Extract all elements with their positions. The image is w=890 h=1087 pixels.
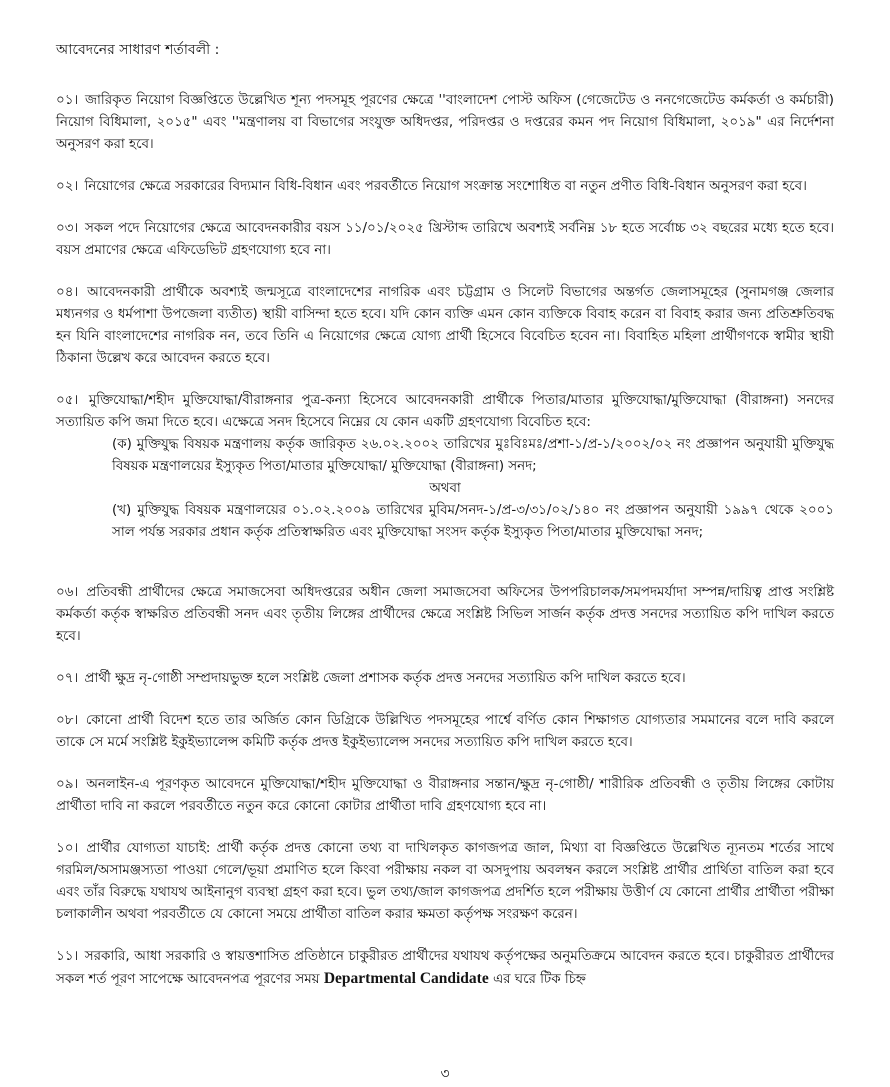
clause-text: অনলাইন-এ পূরণকৃত আবেদনে মুক্তিযোদ্ধা/শহীদ মুক্তিযোদ্ধা ও বীরাঙ্গনার সন্তান/ক্ষুদ্র নৃ-গোষ্ঠী/ শারীরিক প্রতিবন্ধী ও তৃতীয় লিঙ্গের কোটায় প্রার্থীতা দাবি না করলে পরবর্তীতে নতুন করে কোনো কোটার প্রার্থীতা দাবি গ্রহণযোগ্য হবে না।: [56, 777, 834, 814]
clause-04: [56, 282, 834, 370]
clause-05: [56, 390, 834, 544]
clause-number: ০৬।: [56, 585, 79, 600]
clause-number: ০১।: [56, 93, 79, 108]
clause-text: সকল পদে নিয়োগের ক্ষেত্রে আবেদনকারীর বয়স ১১/০১/২০২৫ খ্রিস্টাব্দ তারিখে অবশ্যই সর্বনিম্ন ১৮ হতে সর্বোচ্চ ৩২ বছরের মধ্যে হতে হবে। বয়স প্রমাণের ক্ষেত্রে এফিডেভিট গ্রহণযোগ্য হবে না।: [56, 221, 834, 258]
clause-text: সরকারি, আধা সরকারি ও স্বায়ত্তশাসিত প্রতিষ্ঠানে চাকুরীরত প্রার্থীদের যথাযথ কর্তৃপক্ষের অনুমতিক্রমে আবেদন করতে হবে। চাকুরীরত প্রার্থীদের সকল শর্ত পূরণ সাপেক্ষে আবেদনপত্র পূরণের সময়: [56, 949, 835, 987]
clause-text-tail: এর ঘরে টিক চিহ্ন: [493, 972, 586, 987]
clause-number: ০৮।: [56, 713, 79, 728]
clause-text: প্রার্থীর যোগ্যতা যাচাই: প্রার্থী কর্তৃক প্রদত্ত কোনো তথ্য বা দাখিলকৃত কাগজপত্র জাল, মিথ্যা বা বিজ্ঞপ্তিতে উল্লেখিত ন্যূনতম শর্তের সাথে গরমিল/অসামঞ্জস্যতা পাওয়া গেলে/ভূয়া প্রমাণিত হলে কিংবা পরীক্ষায় নকল বা অসদুপায় অবলম্বন করলে সংশ্লিষ্ট প্রার্থীর প্রার্থিতা বাতিল করা হবে এবং তাঁর বিরুদ্ধে যথাযথ আইনানুগ ব্যবস্থা গ্রহণ করা হবে। ভুল তথ্য/জাল কাগজপত্র প্রদর্শিত হলে পরীক্ষায় উত্তীর্ণ যে কোনো প্রার্থীর প্রার্থীতা পরীক্ষা চলাকালীন অথবা পরবর্তীতে যে কোনো সময়ে প্রার্থীতা বাতিল করার ক্ষমতা কর্তৃপক্ষ সংরক্ষণ করেন।: [56, 841, 834, 922]
clause-05-or: অথবা: [429, 481, 461, 496]
clause-03: [56, 218, 834, 262]
clause-07: [56, 668, 834, 690]
clause-01: [56, 90, 834, 156]
clause-08: [56, 710, 834, 754]
clause-number: ০৪।: [56, 285, 79, 300]
clause-text: নিয়োগের ক্ষেত্রে সরকারের বিদ্যমান বিধি-বিধান এবং পরবর্তীতে নিয়োগ সংক্রান্ত সংশোধিত বা নতুন প্রণীত বিধি-বিধান অনুসরণ করা হবে।: [84, 179, 807, 194]
clause-10: [56, 838, 834, 926]
page-number: ৩: [440, 1066, 450, 1082]
clause-number: ১১।: [56, 949, 79, 964]
clause-number: ০৯।: [56, 777, 79, 792]
departmental-candidate-label: Departmental Candidate: [323, 970, 489, 987]
clause-text: প্রার্থী ক্ষুদ্র নৃ-গোষ্ঠী সম্প্রদায়ভুক্ত হলে সংশ্লিষ্ট জেলা প্রশাসক কর্তৃক প্রদত্ত সনদের সত্যায়িত কপি দাখিল করতে হবে।: [84, 671, 686, 686]
clause-09: [56, 774, 834, 818]
clause-02: [56, 176, 834, 198]
clause-number: ০২।: [56, 179, 79, 194]
clause-05-option-a: (ক) মুক্তিযুদ্ধ বিষয়ক মন্ত্রণালয় কর্তৃক জারিকৃত ২৬.০২.২০০২ তারিখের মুঃবিঃমঃ/প্রশা-১/প্র-১/২০০২/০২ নং প্রজ্ঞাপন অনুযায়ী মুক্তিযুদ্ধ বিষয়ক মন্ত্রণালয়ের ইস্যুকৃত পিতা/মাতার মুক্তিযোদ্ধা/ মুক্তিযোদ্ধা (বীরাঙ্গনা) সনদ;: [112, 437, 834, 474]
clause-text: প্রতিবন্ধী প্রার্থীদের ক্ষেত্রে সমাজসেবা অধিদপ্তরের অধীন জেলা সমাজসেবা অফিসের উপপরিচালক/সমপদমর্যাদা সম্পন্ন/দায়িত্ব প্রাপ্ত সংশ্লিষ্ট কর্মকর্তা কর্তৃক স্বাক্ষরিত প্রতিবন্ধী সনদ এবং তৃতীয় লিঙ্গের প্রার্থীদের ক্ষেত্রে সংশ্লিষ্ট সিভিল সার্জন কর্তৃক প্রদত্ত সনদের সত্যায়িত কপি দাখিল করতে হবে।: [56, 585, 834, 644]
clause-number: ০৭।: [56, 671, 79, 686]
clause-11: [56, 946, 834, 991]
clause-number: ০৫।: [56, 393, 79, 408]
clause-number: ১০।: [56, 841, 79, 856]
clause-text: জারিকৃত নিয়োগ বিজ্ঞপ্তিতে উল্লেখিত শূন্য পদসমূহ পূরণের ক্ষেত্রে ''বাংলাদেশ পোস্ট অফিস (গেজেটেড ও ননগেজেটেড কর্মকর্তা ও কর্মচারী) নিয়োগ বিধিমালা, ২০১৫" এবং ''মন্ত্রণালয় বা বিভাগের সংযুক্ত অধিদপ্তর, পরিদপ্তর ও দপ্তরের কমন পদ নিয়োগ বিধিমালা, ২০১৯" এর নির্দেশনা অনুসরণ করা হবে।: [56, 93, 834, 152]
clause-text: কোনো প্রার্থী বিদেশ হতে তার অর্জিত কোন ডিগ্রিকে উল্লিখিত পদসমূহের পার্শ্বে বর্ণিত কোন শিক্ষাগত যোগ্যতার সমমানের বলে দাবি করলে তাকে সে মর্মে সংশ্লিষ্ট ইকুইভ্যালেন্স কমিটি কর্তৃক প্রদত্ত ইকুইভ্যালেন্স সনদের সত্যায়িত কপি দাখিল করতে হবে।: [56, 713, 834, 750]
clause-05-intro: [56, 390, 834, 434]
clause-text: আবেদনকারী প্রার্থীকে অবশ্যই জন্মসূত্রে বাংলাদেশের নাগরিক এবং চট্টগ্রাম ও সিলেট বিভাগের অন্তর্গত জেলাসমূহের (সুনামগঞ্জ জেলার মধ্যনগর ও ধর্মপাশা উপজেলা ব্যতীত) স্থায়ী বাসিন্দা হতে হবে। যদি কোন ব্যক্তি এমন কোন ব্যক্তিকে বিবাহ করেন বা বিবাহ করার জন্য প্রতিশ্রুতিবদ্ধ হন যিনি বাংলাদেশের নাগরিক নন, তবে তিনি এ নিয়োগের ক্ষেত্রে যোগ্য প্রার্থী হিসেবে বিবেচিত হবেন না। বিবাহিত মহিলা প্রার্থীগণকে স্বামীর স্থায়ী ঠিকানা উল্লেখ করে আবেদন করতে হবে।: [56, 285, 834, 366]
clause-05-option-b: (খ) মুক্তিযুদ্ধ বিষয়ক মন্ত্রণালয়ের ০১.০২.২০০৯ তারিখের মুবিম/সনদ-১/প্র-৩/৩১/০২/১৪০ নং প্রজ্ঞাপন অনুযায়ী ১৯৯৭ থেকে ২০০১ সাল পর্যন্ত সরকার প্রধান কর্তৃক প্রতিস্বাক্ষরিত এবং মুক্তিযোদ্ধা সংসদ কর্তৃক ইস্যুকৃত পিতা/মাতার মুক্তিযোদ্ধা সনদ;: [112, 503, 834, 540]
clause-number: ০৩।: [56, 221, 79, 236]
clause-text: মুক্তিযোদ্ধা/শহীদ মুক্তিযোদ্ধা/বীরাঙ্গনার পুত্র-কন্যা হিসেবে আবেদনকারী প্রার্থীকে পিতার/মাতার মুক্তিযোদ্ধা/মুক্তিযোদ্ধা (বীরাঙ্গনা) সনদের সত্যায়িত কপি জমা দিতে হবে। এক্ষেত্রে সনদ হিসেবে নিম্নের যে কোন একটি গ্রহণযোগ্য বিবেচিত হবে:: [56, 393, 834, 430]
clause-06: [56, 582, 834, 648]
page-heading: আবেদনের সাধারণ শর্তাবলী :: [56, 42, 220, 58]
